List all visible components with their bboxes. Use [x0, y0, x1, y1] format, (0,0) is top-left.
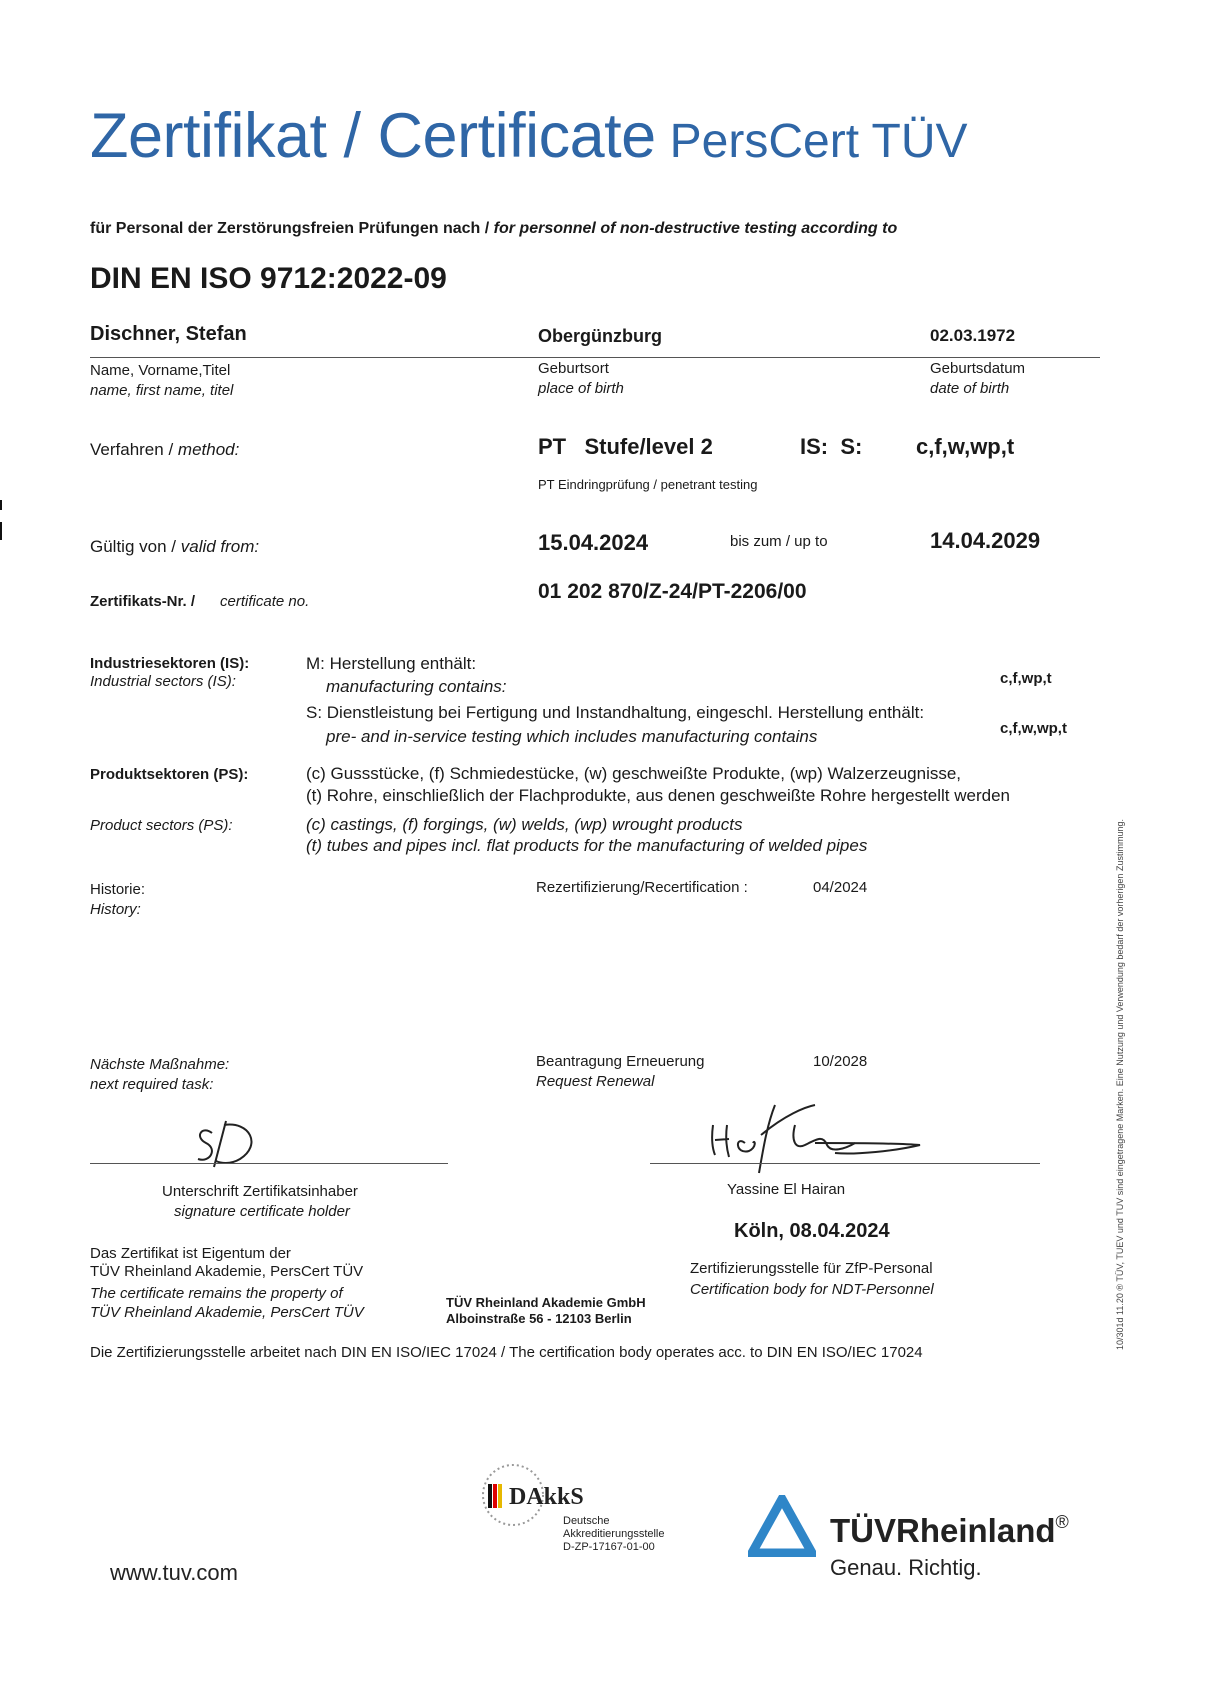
website-link[interactable]: www.tuv.com: [110, 1560, 238, 1585]
method-label: Verfahren / method:: [90, 440, 240, 459]
history-label-de: Historie:: [90, 881, 146, 898]
ps-de-2: (t) Rohre, einschließlich der Flachprodukte, aus denen geschweißte Rohre hergestellt werden: [306, 786, 1010, 805]
birthdate-label-de: Geburtsdatum: [930, 360, 1026, 377]
dakks-line1: Deutsche: [563, 1515, 610, 1527]
is-s-label: IS: S:: [800, 434, 863, 459]
standard: DIN EN ISO 9712:2022-09: [90, 262, 447, 295]
property-de-2: TÜV Rheinland Akademie, PersCert TÜV: [90, 1263, 364, 1280]
issuer-signature-line: [650, 1163, 1040, 1164]
history-label-en: History:: [90, 901, 141, 918]
sector-s-en: pre- and in-service testing which includes manufacturing contains: [326, 727, 818, 746]
ps-label-en: Product sectors (PS):: [90, 817, 233, 834]
recert-label: Rezertifizierung/Recertification :: [536, 879, 748, 896]
scan-mark: [0, 522, 2, 540]
next-task-en: Request Renewal: [536, 1073, 655, 1090]
ps-en-2: (t) tubes and pipes incl. flat products for the manufacturing of welded pipes: [306, 836, 868, 855]
certificate-title: [90, 100, 968, 172]
accreditation-note: Die Zertifizierungsstelle arbeitet nach DIN EN ISO/IEC 17024 / The certification body operates acc. to DIN EN ISO/IEC 17024: [90, 1344, 923, 1361]
ps-en-1: (c) castings, (f) forgings, (w) welds, (wp) wrought products: [306, 815, 743, 834]
property-de-1: Das Zertifikat ist Eigentum der: [90, 1245, 291, 1262]
intro-de: für Personal der Zerstörungsfreien Prüfungen nach /: [90, 220, 490, 237]
birthplace-label-en: place of birth: [538, 380, 624, 397]
is-label-en: Industrial sectors (IS):: [90, 673, 236, 690]
sector-s-value: c,f,w,wp,t: [1000, 720, 1067, 737]
ps-label-de: Produktsektoren (PS):: [90, 766, 249, 783]
is-s-value: c,f,w,wp,t: [916, 434, 1015, 459]
next-task-de: Beantragung Erneuerung: [536, 1053, 705, 1070]
sector-m-de: M: Herstellung enthält:: [306, 654, 477, 673]
tuv-slogan: Genau. Richtig.: [830, 1555, 982, 1580]
valid-label: Gültig von / valid from:: [90, 537, 260, 556]
valid-to: 14.04.2029: [930, 528, 1041, 553]
birthdate: 02.03.1972: [930, 326, 1016, 345]
property-en-2: TÜV Rheinland Akademie, PersCert TÜV: [90, 1304, 364, 1321]
company-name: TÜV Rheinland Akademie GmbH: [446, 1295, 646, 1310]
dakks-name: DAkkS: [509, 1484, 584, 1510]
intro-line: [90, 220, 897, 238]
scan-mark: [0, 500, 2, 510]
birthplace-label-de: Geburtsort: [538, 360, 609, 377]
next-label-en: next required task:: [90, 1076, 214, 1093]
recert-value: 04/2024: [813, 879, 868, 896]
person-name: Dischner, Stefan: [90, 323, 247, 345]
holder-signature: [190, 1115, 280, 1170]
holder-label-en: signature certificate holder: [174, 1203, 350, 1220]
next-label-de: Nächste Maßnahme:: [90, 1056, 230, 1073]
up-to-label: bis zum / up to: [730, 533, 828, 550]
property-en-1: The certificate remains the property of: [90, 1285, 343, 1302]
side-note: 10/301d 11.20 ® TÜV, TUEV und TUV sind eingetragene Marken. Eine Nutzung und Verwendung bedarf der vorherigen Zustimmung.: [1115, 819, 1125, 1350]
sector-m-en: manufacturing contains:: [326, 677, 507, 696]
next-date: 10/2028: [813, 1053, 868, 1070]
certificate-label: Zertifikats-Nr. / certificate no.: [90, 593, 310, 610]
tuv-triangle-icon: [748, 1495, 816, 1557]
dakks-line2: Akkreditierungsstelle: [563, 1528, 665, 1540]
method-description: PT Eindringprüfung / penetrant testing: [538, 477, 758, 492]
birthplace: Obergünzburg: [538, 326, 662, 346]
place-date: Köln, 08.04.2024: [734, 1220, 890, 1242]
person-divider: [90, 357, 1100, 358]
title-main: Zertifikat / Certificate: [90, 101, 656, 171]
valid-from: 15.04.2024: [538, 530, 649, 555]
name-label-de: Name, Vorname,Titel: [90, 362, 231, 379]
holder-signature-line: [90, 1163, 448, 1164]
name-label-en: name, first name, titel: [90, 382, 234, 399]
birthdate-label-en: date of birth: [930, 380, 1010, 397]
is-label-de: Industriesektoren (IS):: [90, 655, 250, 672]
cert-body-de: Zertifizierungsstelle für ZfP-Personal: [690, 1260, 933, 1277]
cert-body-en: Certification body for NDT-Personnel: [690, 1281, 934, 1298]
dakks-id: D-ZP-17167-01-00: [563, 1541, 655, 1553]
tuv-brand: TÜVRheinland®: [830, 1512, 1069, 1549]
certificate-number: 01 202 870/Z-24/PT-2206/00: [538, 580, 807, 603]
intro-en: for personnel of non-destructive testing according to: [493, 220, 898, 237]
sector-m-value: c,f,wp,t: [1000, 670, 1052, 687]
title-brand: PersCert TÜV: [669, 115, 968, 168]
method-value: PT Stufe/level 2: [538, 434, 713, 459]
signer-name: Yassine El Hairan: [727, 1181, 846, 1198]
holder-label-de: Unterschrift Zertifikatsinhaber: [162, 1183, 358, 1200]
ps-de-1: (c) Gussstücke, (f) Schmiedestücke, (w) geschweißte Produkte, (wp) Walzerzeugnisse,: [306, 764, 962, 783]
sector-s-de: S: Dienstleistung bei Fertigung und Instandhaltung, eingeschl. Herstellung enthält:: [306, 703, 925, 722]
company-address: Alboinstraße 56 - 12103 Berlin: [446, 1311, 632, 1326]
